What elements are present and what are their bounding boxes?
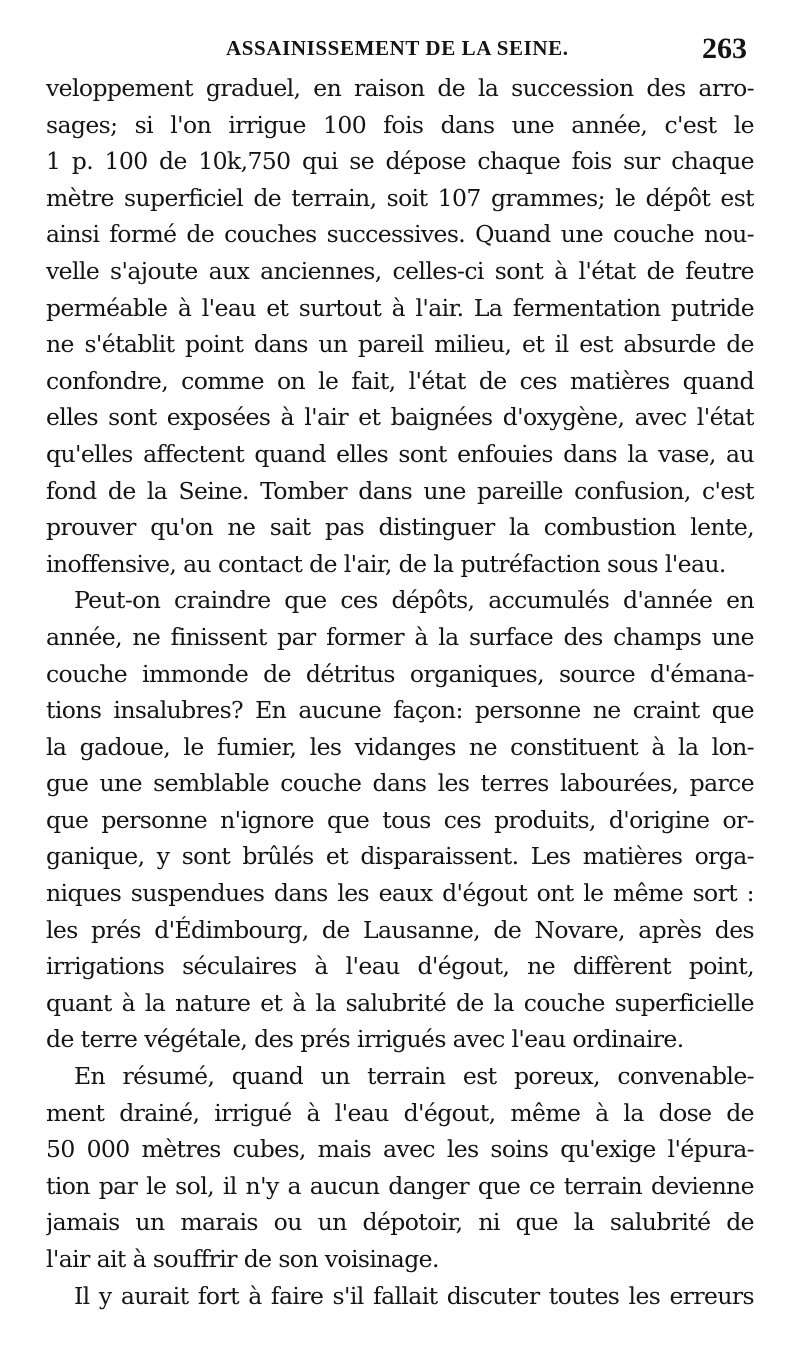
text-line: En résumé, quand un terrain est poreux, convenable- <box>74 1062 754 1091</box>
text-line: niques suspendues dans les eaux d'égout ont le même sort : <box>46 879 754 908</box>
text-line: irrigations séculaires à l'eau d'égout, ne diffèrent point, <box>46 952 754 981</box>
text-line: qu'elles affectent quand elles sont enfouies dans la vase, au <box>46 439 754 468</box>
text-line: elles sont exposées à l'air et baignées d'oxygène, avec l'état <box>46 403 754 432</box>
text-line: mètre superficiel de terrain, soit 107 grammes; le dépôt est <box>46 183 754 212</box>
text-line: l'air ait à souffrir de son voisinage. <box>46 1245 439 1273</box>
text-line: ganique, y sont brûlés et disparaissent. Les matières orga- <box>46 842 754 871</box>
text-line: que personne n'ignore que tous ces produits, d'origine or- <box>46 805 754 834</box>
text-line: jamais un marais ou un dépotoir, ni que la salubrité de <box>46 1208 754 1237</box>
page-number: 263 <box>702 32 747 65</box>
text-line: 1 p. 100 de 10k,750 qui se dépose chaque fois sur chaque <box>46 147 754 176</box>
text-line: confondre, comme on le fait, l'état de ces matières quand <box>46 366 754 395</box>
text-line: ne s'établit point dans un pareil milieu, et il est absurde de <box>46 330 754 359</box>
text-line: gue une semblable couche dans les terres labourées, parce <box>46 769 754 798</box>
text-line: Il y aurait fort à faire s'il fallait discuter toutes les erreurs <box>74 1281 754 1310</box>
text-line: inoffensive, au contact de l'air, de la putréfaction sous l'eau. <box>46 549 726 578</box>
body-text <box>46 70 754 1314</box>
text-line: les prés d'Édimbourg, de Lausanne, de Novare, après des <box>46 915 754 944</box>
text-line: tions insalubres? En aucune façon: personne ne craint que <box>46 696 754 725</box>
text-line: ainsi formé de couches successives. Quand une couche nou- <box>46 220 754 249</box>
text-line: perméable à l'eau et surtout à l'air. La fermentation putride <box>46 293 754 322</box>
text-line: ment drainé, irrigué à l'eau d'égout, même à la dose de <box>46 1098 754 1127</box>
text-line: Peut-on craindre que ces dépôts, accumulés d'année en <box>74 586 754 615</box>
text-line: de terre végétale, des prés irrigués avec l'eau ordinaire. <box>46 1025 684 1054</box>
text-line: sages; si l'on irrigue 100 fois dans une année, c'est le <box>46 110 754 139</box>
running-title: ASSAINISSEMENT DE LA SEINE. <box>226 36 569 60</box>
text-line: tion par le sol, il n'y a aucun danger que ce terrain devienne <box>46 1171 754 1200</box>
text-line: couche immonde de détritus organiques, source d'émana- <box>46 659 754 688</box>
text-line: veloppement graduel, en raison de la succession des arro- <box>46 74 754 102</box>
text-line: 50 000 mètres cubes, mais avec les soins qu'exige l'épura- <box>46 1135 754 1164</box>
text-line: fond de la Seine. Tomber dans une pareille confusion, c'est <box>46 476 754 505</box>
text-line: quant à la nature et à la salubrité de la couche superficielle <box>46 988 754 1017</box>
text-line: la gadoue, le fumier, les vidanges ne constituent à la lon- <box>46 732 754 761</box>
text-line: année, ne finissent par former à la surface des champs une <box>46 622 754 651</box>
text-line: prouver qu'on ne sait pas distinguer la combustion lente, <box>46 513 754 542</box>
text-line: velle s'ajoute aux anciennes, celles-ci sont à l'état de feutre <box>46 256 754 285</box>
page-header <box>0 32 800 66</box>
